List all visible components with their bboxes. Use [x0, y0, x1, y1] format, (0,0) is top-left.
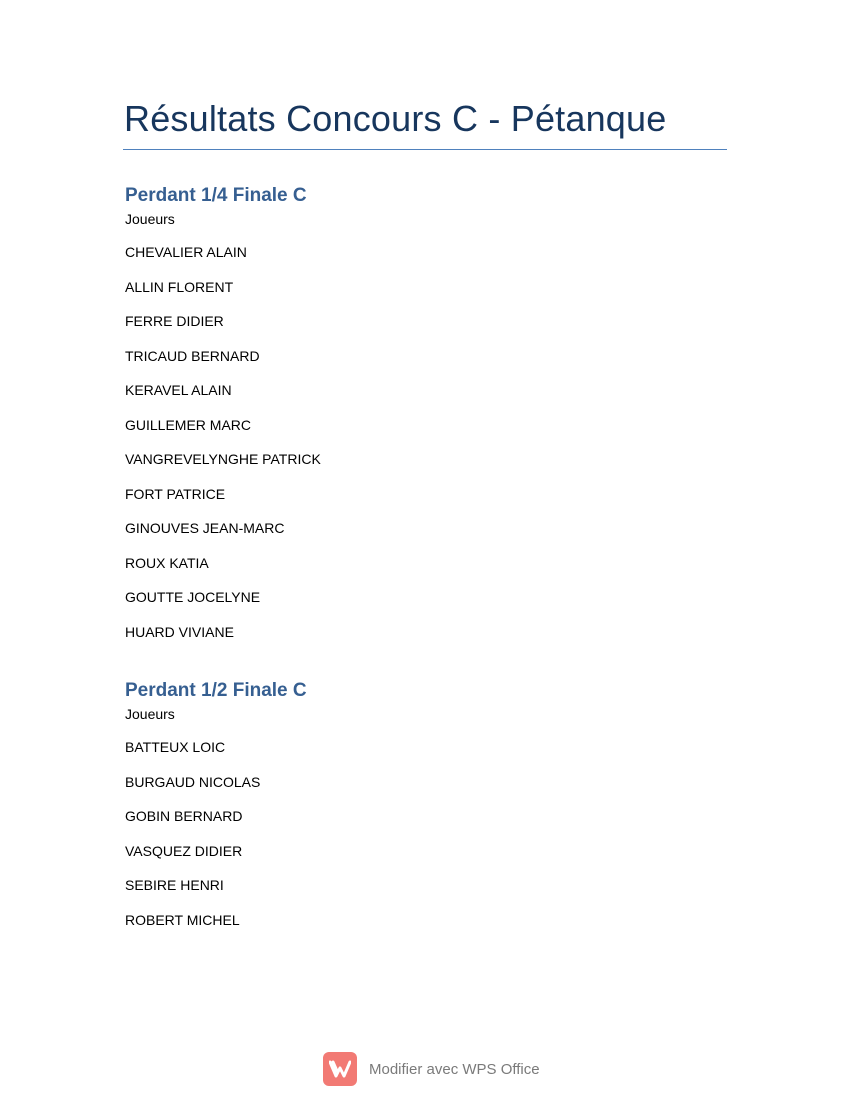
section-subheading: Joueurs — [125, 211, 175, 227]
page-title: Résultats Concours C - Pétanque — [124, 98, 667, 139]
section-heading: Perdant 1/2 Finale C — [125, 680, 307, 701]
player-name: TRICAUD BERNARD — [125, 347, 260, 364]
player-name: GOBIN BERNARD — [125, 808, 243, 824]
player-name: CHEVALIER ALAIN — [125, 244, 247, 260]
section-heading: Perdant 1/4 Finale C — [125, 185, 307, 206]
player-name: VASQUEZ DIDIER — [125, 842, 243, 859]
section-subheading: Joueurs — [125, 706, 175, 722]
player-name: HUARD VIVIANE — [125, 623, 234, 640]
player-list — [125, 243, 321, 657]
wps-edit-label: Modifier avec WPS Office — [369, 1060, 540, 1078]
section-quarter-final — [125, 183, 321, 657]
section-semi-final — [125, 678, 307, 945]
player-name: VANGREVELYNGHE PATRICK — [125, 451, 321, 467]
wps-edit-link[interactable] — [323, 1052, 540, 1086]
player-list — [125, 738, 307, 945]
player-name: BATTEUX LOIC — [125, 739, 226, 755]
player-name: GUILLEMER MARC — [125, 416, 252, 433]
title-divider — [123, 149, 727, 150]
player-name: KERAVEL ALAIN — [125, 382, 232, 398]
player-name: GINOUVES JEAN-MARC — [125, 520, 285, 536]
player-name: SEBIRE HENRI — [125, 877, 224, 893]
player-name: ROUX KATIA — [125, 554, 209, 571]
player-name: FORT PATRICE — [125, 485, 226, 502]
player-name: ROBERT MICHEL — [125, 911, 240, 928]
player-name: GOUTTE JOCELYNE — [125, 589, 261, 605]
player-name: FERRE DIDIER — [125, 313, 224, 329]
player-name: ALLIN FLORENT — [125, 278, 234, 295]
wps-office-logo-icon — [323, 1052, 357, 1086]
player-name: BURGAUD NICOLAS — [125, 773, 261, 790]
